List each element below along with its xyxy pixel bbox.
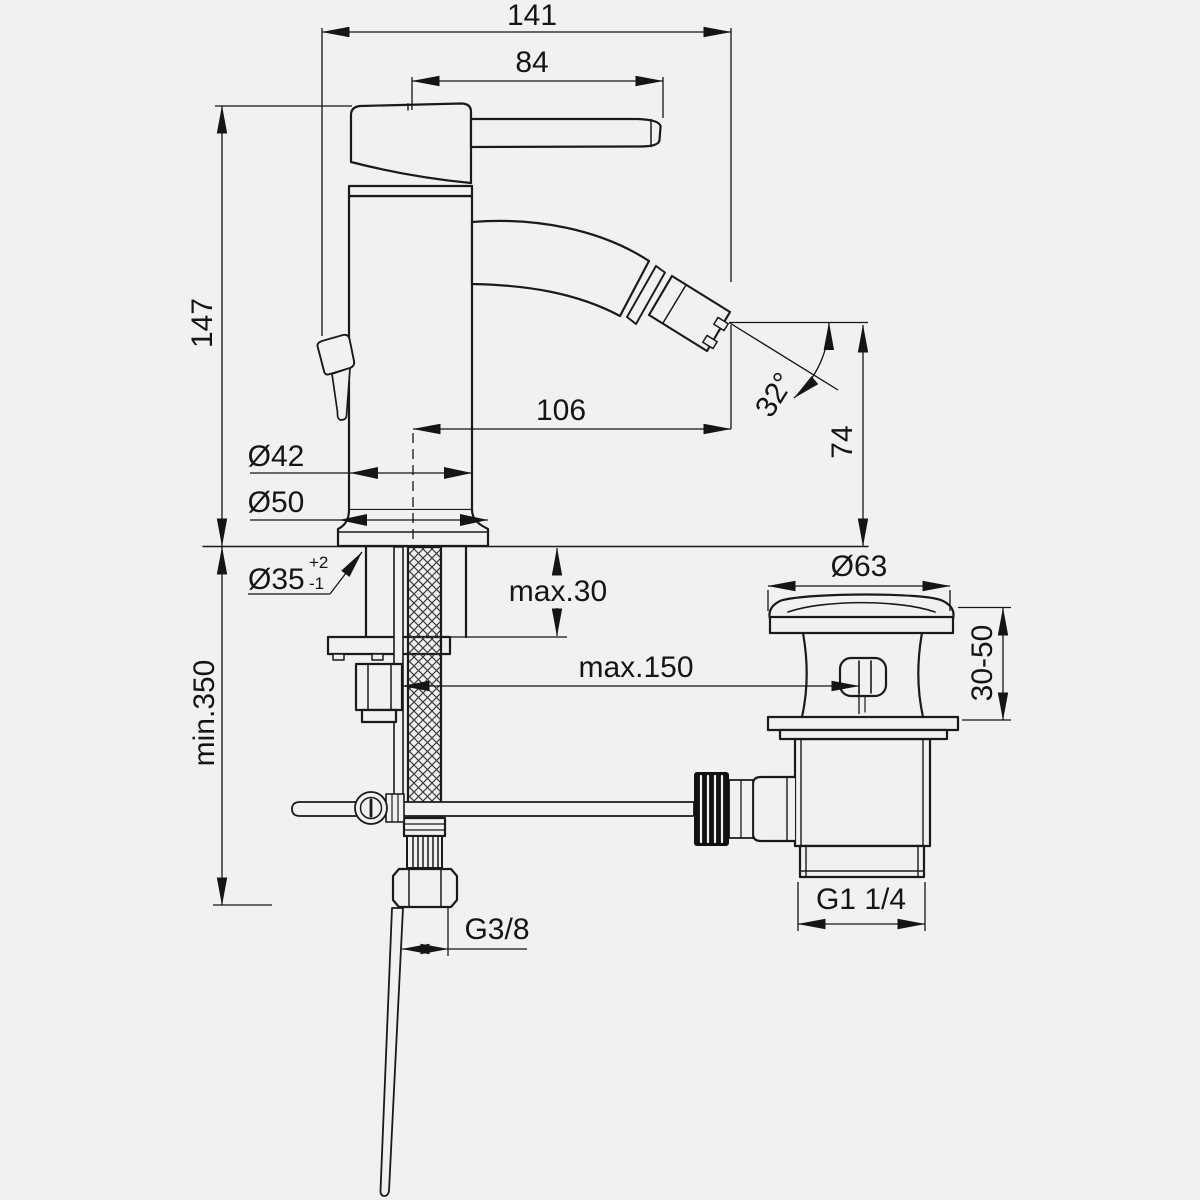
waste-body [795, 739, 930, 846]
waste-tailpiece [800, 846, 924, 877]
flexible-hose-braid [408, 547, 441, 818]
supply-nut [393, 869, 457, 907]
spout [472, 221, 730, 351]
label-spout-height: 74 [826, 425, 859, 459]
label-overall-length: 141 [506, 0, 558, 32]
label-hole-tol-plus: +2 [309, 553, 329, 572]
cartridge-housing [351, 104, 471, 184]
waste-window [840, 658, 886, 712]
waste-plug [769, 595, 953, 620]
lever-knob [694, 772, 729, 846]
label-hole-diameter: Ø35 [248, 563, 305, 596]
faucet-underside [292, 547, 694, 1196]
rod-ball-joint [355, 792, 404, 824]
aerator-head [649, 276, 730, 351]
label-spout-reach: 106 [535, 394, 587, 427]
lever-handle [471, 119, 661, 147]
label-base-diameter: Ø50 [247, 486, 305, 519]
label-rod-reach: max.150 [578, 651, 694, 684]
label-hose-length: min.350 [188, 659, 221, 767]
pull-rod-tail [381, 908, 404, 1196]
pop-up-rod [292, 802, 694, 816]
label-handle-length: 84 [515, 46, 549, 79]
label-waste-flange-diameter: Ø63 [830, 550, 888, 583]
label-hole-tol-minus: -1 [309, 574, 325, 593]
mounting-nut [356, 664, 402, 722]
label-clamp-range: 30-50 [966, 624, 999, 702]
dim-rod-reach [402, 686, 859, 714]
label-waste-thread: G1 1/4 [815, 883, 907, 916]
pop-up-waste [694, 595, 958, 878]
hose-ribbed-section [407, 836, 442, 868]
label-supply-thread: G3/8 [464, 913, 530, 946]
label-spout-angle: 32° [748, 366, 801, 423]
label-deck-thickness: max.30 [508, 575, 608, 608]
label-body-diameter: Ø42 [247, 440, 305, 473]
label-body-height: 147 [186, 297, 219, 349]
faucet-body [318, 104, 731, 547]
lever-port [753, 777, 795, 841]
hose-ferrule [404, 818, 445, 836]
